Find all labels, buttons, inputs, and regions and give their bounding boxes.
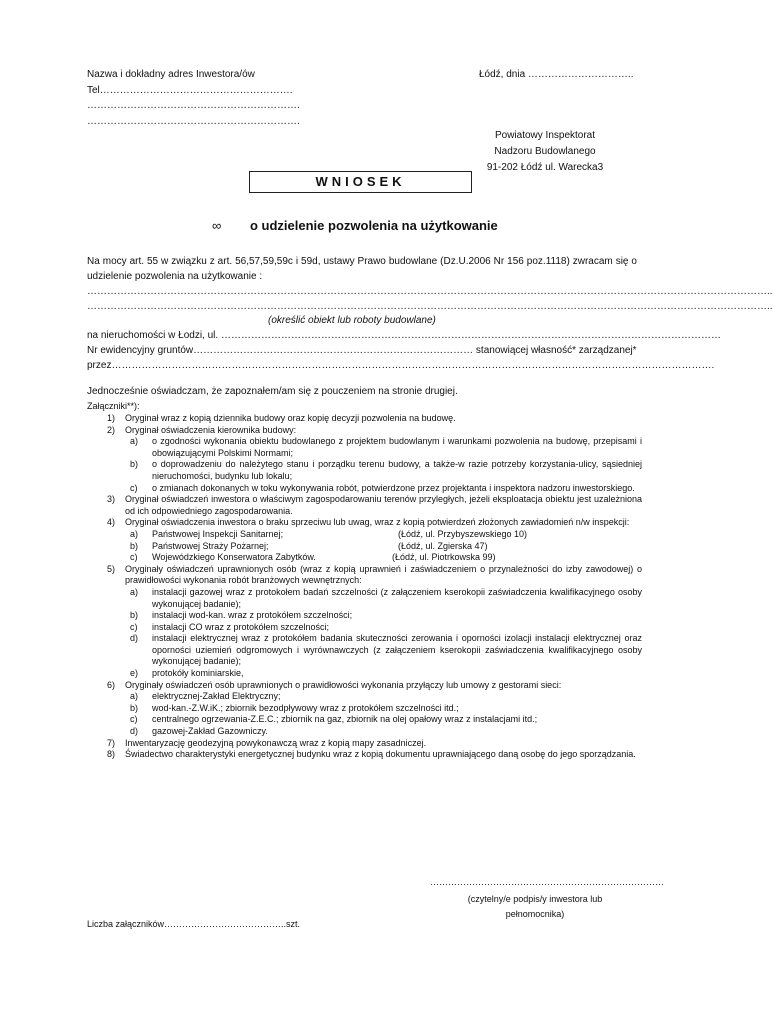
infinity-symbol: ∞	[212, 218, 222, 233]
list-item: 7) Inwentaryzację geodezyjną powykonawczą wraz z kopią mapy zasadniczej.	[107, 737, 427, 748]
list-item: 6) Oryginały oświadczeń osób uprawnionych o prawidłowości wykonania przyłączy lub umowy z gestorami sieci:	[107, 679, 562, 690]
address-line-2: ……………………………………………………….	[87, 100, 300, 111]
property-line: na nieruchomości w Łodzi, ul. ……………………………………………………………………………………………………………………………………	[87, 330, 721, 341]
list-item: 2) Oryginał oświadczenia kierownika budowy:	[107, 424, 297, 435]
list-item: 4) Oryginał oświadczenia inwestora o braku sprzeciwu lub uwag, wraz z kopią potwierdzeń złożonych zawiadomień n/w inspekcji:	[107, 517, 630, 528]
list-item: d) gazowej-Zakład Gazowniczy.	[130, 726, 268, 737]
signature-dots: ……………………………………………………………………	[430, 877, 664, 887]
list-item: 3) Oryginał oświadczeń inwestora o właściwym zagospodarowaniu terenów przyległych, jeżeli eksploatacja obiektu jest uzależniona od ich odpowiedniego zagospodarowania.	[107, 494, 642, 516]
intro-paragraph: Na mocy art. 55 w związku z art. 56,57,59,59c i 59d, ustawy Prawo budowlane (Dz.U.2006 Nr 156 poz.1118) zwracam się o udzielenie pozwolenia na użytkowanie :	[87, 256, 637, 282]
object-dots-line-1: ……………………………………………………………………………………………………………………………………………………………………………………..	[87, 286, 773, 297]
list-item: c) Wojewódzkiego Konserwatora Zabytków. (Łódź, ul. Piotrkowska 99)	[130, 552, 496, 563]
list-item: d) instalacji elektrycznej wraz z protokółem badania skuteczności zerowania i oporności izolacji instalacji elektrycznej oraz oporności uziemień odgromowych i wyrównawczych (z załączeniem kserokopii zaświadczenia kwalifikacyjnego osoby wykonującej badanie);	[130, 633, 642, 667]
address-line-3: ……………………………………………………….	[87, 116, 300, 127]
list-item: b) Państwowej Straży Pożarnej; (Łódź, ul. Zgierska 47)	[130, 540, 488, 551]
list-item: 1) Oryginał wraz z kopią dziennika budowy oraz kopię decyzji pozwolenia na budowę.	[107, 413, 456, 423]
list-item: c) instalacji CO wraz z protokółem szczelności;	[130, 621, 330, 632]
object-dots-line-2: ……………………………………………………………………………………………………………………………………………………………………………………..	[87, 301, 773, 312]
list-item: a) elektrycznej-Zakład Elektryczny;	[130, 691, 281, 702]
investor-label: Nazwa i dokładny adres Inwestora/ów	[87, 69, 255, 80]
list-item: a) instalacji gazowej wraz z protokołem badań szczelności (z załączeniem kserokopii zaświadczenia kwalifikacyjnego osoby wykonującej badanie);	[130, 586, 642, 609]
parcel-line: Nr ewidencyjny gruntów………………………………………………………………………… stanowiącej własność* zarządzanej*	[87, 345, 637, 356]
object-hint: (określić obiekt lub roboty budowlane)	[268, 315, 436, 326]
list-item: b) instalacji wod-kan. wraz z protokółem szczelności;	[130, 610, 353, 621]
attachments-list	[87, 413, 642, 761]
przez-line: przez……………………………………………………………………………………………………………………………………………………………….	[87, 360, 715, 371]
list-item: b) wod-kan.-Z.W.iK.; zbiornik bezodpływowy wraz z protokółem szczelności itd.;	[130, 702, 459, 713]
list-item: 5) Oryginały oświadczeń uprawnionych osób (wraz z kopią uprawnień i zaświadczeniem o przynależności do izby zawodowej) o prawidłowości wykonania robót branżowych wewnętrznych:	[107, 563, 642, 586]
recipient-line-1: Powiatowy Inspektorat	[494, 130, 596, 141]
list-item: 8) Świadectwo charakterystyki energetycznej budynku wraz z kopią dokumentu uprawniającego daną osobę do jego sporządzania.	[107, 749, 636, 760]
signature-caption: (czytelny/e podpis/y inwestora lub pełnomocnika)	[467, 894, 603, 919]
list-item: c) centralnego ogrzewania-Z.E.C.; zbiornik na gaz, zbiornik na olej opałowy wraz z instalacjami itd.;	[130, 714, 538, 725]
list-item: e) protokóły kominiarskie,	[130, 668, 244, 679]
document-title: WNIOSEK	[249, 171, 472, 193]
recipient-line-2: Nadzoru Budowlanego	[494, 146, 596, 157]
list-item: a) o zgodności wykonania obiektu budowlanego z projektem budowlanym i warunkami pozwolenia na budowę, przepisami i obowiązującymi Polskimi Normami;	[130, 436, 642, 458]
list-item: a) Państwowej Inspekcji Sanitarnej; (Łódź, ul. Przybyszewskiego 10)	[130, 528, 528, 539]
list-item: c) o zmianach dokonanych w toku wykonywania robót, potwierdzone przez projektanta i inspektora nadzoru inwestorskiego.	[130, 482, 635, 493]
attachments-count: Liczba załączników…………………………………..szt.	[87, 919, 301, 929]
city-date: Łódź, dnia …………………………..	[479, 69, 634, 80]
attachments-label: Załączniki**):	[87, 401, 140, 411]
tel-line: Tel………………………………………………….	[87, 85, 293, 96]
declaration: Jednocześnie oświadczam, że zapoznałem/am się z pouczeniem na stronie drugiej.	[87, 386, 458, 397]
list-item: b) o doprowadzeniu do należytego stanu i porządku terenu budowy, a także-w razie potrzeby korzystania-ulicy, sąsiedniej nieruchomości, budynku lub lokalu;	[130, 459, 642, 481]
document-subtitle: o udzielenie pozwolenia na użytkowanie	[250, 218, 498, 233]
recipient-block	[470, 128, 620, 176]
recipient-line-3: 91-202 Łódź ul. Warecka3	[486, 162, 604, 173]
